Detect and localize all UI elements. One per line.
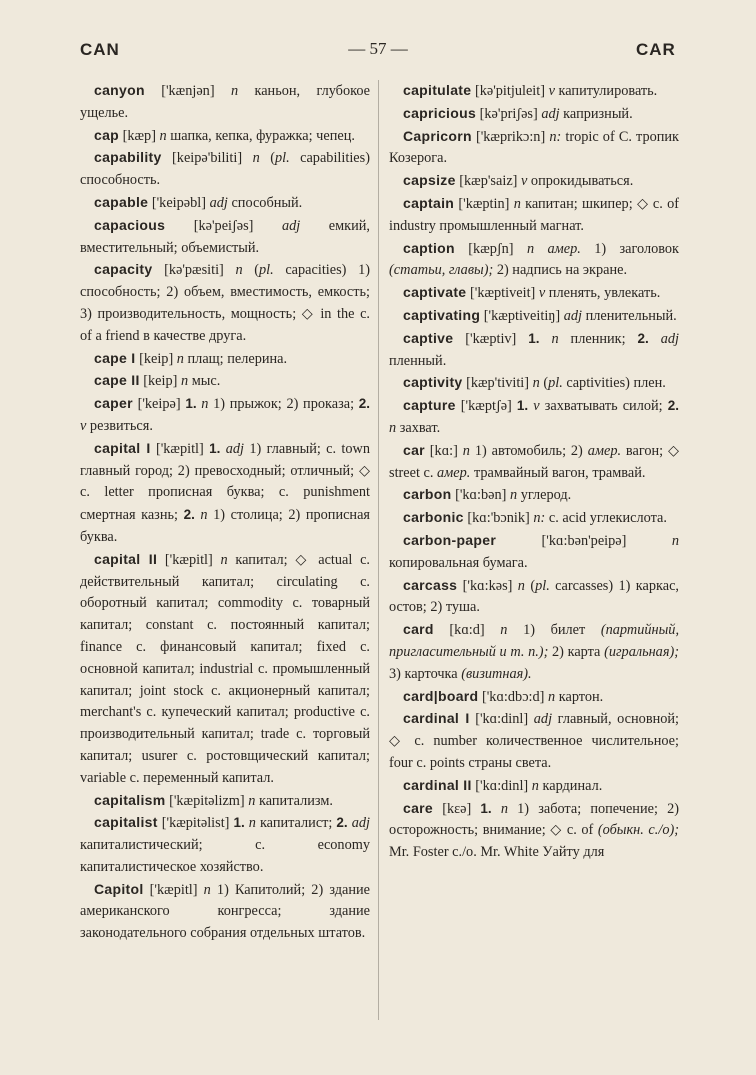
grammar-label: n (551, 330, 559, 347)
grammar-label: n (203, 881, 211, 898)
definition-text: ['kæprikɔ:n] (475, 128, 550, 145)
headword: captivate (403, 284, 467, 301)
definition-text: кардинал. (538, 777, 603, 794)
headword: capable (94, 193, 149, 210)
definition-text: [kɑ:d] (449, 622, 501, 639)
headword: captivity (403, 374, 463, 391)
grammar-label: n (235, 262, 243, 279)
definition-text (492, 801, 501, 817)
grammar-label: n (389, 419, 397, 436)
dictionary-entry (389, 440, 679, 485)
definition-text: 1) Капитолий; 2) здание американского конгресса; здание законодательного собрания отдельных штатов. (80, 881, 370, 942)
grammar-label: adj (660, 330, 679, 347)
definition-text: захватывать силой; (539, 398, 668, 415)
headword: capricious (403, 104, 477, 121)
dictionary-entry (389, 395, 679, 440)
guide-word-left: CAN (80, 40, 120, 59)
definition-text: [kɑ:] (429, 442, 463, 459)
definition-text: пленник; (558, 330, 638, 347)
sense-number: 2. (358, 396, 370, 412)
definition-text: [kɑ:'bɔnik] (467, 510, 534, 527)
dictionary-entry (389, 686, 679, 709)
definition-text: шапка, кепка, фуражка; чепец. (166, 127, 355, 144)
definition-text: каньон, глубокое ущелье. (80, 83, 370, 121)
grammar-label: n (180, 373, 189, 390)
definition-text: капитал; ◇ actual c. действительный капитал; circulating c. оборотный капитал; commodity c. товарный капитал; constant c. постоянный капитал; finance c. финансовый капитал; fixed c. основной капитал; industrial c. промышленный капитал; joint stock c. акционерный капитал; merchant's c. купеческий капитал; productive c. производительный капитал; trade c. торговый капитал; usurer c. ростовщический капитал; variable c. переменный капитал. (80, 551, 371, 786)
grammar-label: adj (209, 194, 228, 211)
dictionary-entry (80, 80, 370, 125)
definition-text: [keip] (139, 350, 177, 367)
definition-text: ( (259, 150, 275, 167)
guide-word-right: CAR (636, 40, 676, 59)
grammar-label: (игральная); (604, 643, 679, 660)
grammar-label: adj (541, 105, 560, 122)
grammar-label: n (230, 83, 239, 99)
grammar-label: v (538, 285, 546, 302)
definition-text: 3) карточка (389, 665, 462, 682)
definition-text: 1) забота; попечение; 2) осторожность; внимание; ◇ c. of (389, 800, 679, 839)
headword: capital II (94, 550, 158, 567)
definition-text: ['kɑ:bən'peipə] (541, 532, 672, 549)
definition-text: опрокидываться. (527, 173, 634, 190)
dictionary-entry (80, 192, 370, 215)
grammar-label: n (201, 396, 209, 413)
headword: capacity (94, 261, 153, 278)
dictionary-entry (80, 393, 370, 438)
definition-text: капиталист; (255, 815, 337, 832)
definition-text: емкий, вместительный; объемистый. (80, 217, 371, 256)
dictionary-entry (80, 348, 370, 371)
dictionary-entry (80, 549, 370, 790)
sense-number: 1. (528, 330, 540, 346)
headword: card (403, 621, 434, 638)
definition-text: ['kɑ:dinl] (475, 711, 534, 728)
dictionary-entry (389, 238, 679, 283)
definition-text: ['kɑ:dbɔ:d] (481, 688, 549, 705)
headword: carbonic (403, 509, 464, 526)
grammar-label: n (159, 127, 167, 144)
definition-text: захват. (396, 419, 441, 436)
grammar-label: adj (281, 217, 301, 234)
grammar-label: n (509, 487, 518, 504)
sense-number: 2. (637, 330, 649, 346)
definition-text: [kə'peiʃəs] (193, 217, 282, 234)
headword: capitulate (403, 82, 472, 98)
headword: Capricorn (403, 127, 472, 144)
headword: capture (403, 397, 456, 414)
grammar-label: n (531, 777, 539, 794)
grammar-label: adj (533, 711, 553, 728)
definition-text: капитан; шкипер; ◇ c. of industry промышленный магнат. (389, 195, 679, 234)
definition-text: [kə'priʃəs] (479, 105, 542, 122)
dictionary-entry (389, 484, 679, 507)
dictionary-entry (389, 507, 679, 530)
dictionary-entry (80, 812, 370, 878)
dictionary-entry (389, 708, 679, 774)
definition-text: [kɛə] (442, 800, 481, 817)
grammar-label: n (248, 792, 256, 809)
definition-text: ['kænjən] (161, 83, 231, 99)
dictionary-entry (389, 170, 679, 193)
grammar-label: n амер. (526, 240, 581, 257)
definition-text: капитализм. (255, 792, 333, 809)
headword: capital I (94, 439, 151, 456)
grammar-label: n (176, 350, 184, 367)
sense-number: 2. (183, 507, 195, 523)
sense-number: 1. (209, 440, 221, 456)
grammar-label: n (248, 815, 256, 832)
dictionary-entry (389, 305, 679, 328)
grammar-label: n: (533, 510, 546, 527)
dictionary-entry (389, 80, 679, 103)
grammar-label: adj (351, 815, 370, 832)
definition-text: [kə'pæsiti] (164, 262, 236, 279)
grammar-label: v (533, 398, 540, 415)
grammar-label: n (462, 442, 470, 459)
dictionary-entry (389, 372, 679, 395)
definition-text: плащ; пелерина. (183, 350, 288, 367)
definition-text: [kæp'saiz] (459, 173, 521, 190)
dictionary-entry (80, 125, 370, 148)
dictionary-entry (389, 282, 679, 305)
grammar-label: (визитная). (461, 665, 532, 682)
definition-text: ['kæpitəlizm] (169, 792, 249, 809)
grammar-label: n (548, 688, 556, 705)
definition-text: [kæp'tiviti] (466, 375, 533, 392)
definition-text: 1) билет (507, 622, 601, 639)
headword: card|board (403, 687, 479, 704)
sense-number: 1. (185, 396, 197, 412)
headword: cape I (94, 349, 136, 366)
definition-text: ['keipə] (137, 396, 186, 413)
headword: cap (94, 126, 120, 143)
grammar-label: n (252, 150, 260, 167)
definition-text: ( (539, 375, 549, 392)
definition-text (540, 331, 552, 347)
headword: cardinal II (403, 776, 472, 793)
definition-text: Mr. Foster c./o. Mr. White Уайту для (389, 844, 605, 861)
definition-text: ['kæptʃə] (460, 398, 517, 415)
definition-text: главный, основной; ◇ c. number количественное числительное; four c. points страны света. (389, 711, 680, 771)
grammar-label: adj (225, 440, 245, 457)
definition-text: капризный. (559, 105, 633, 122)
definition-text: ( (242, 262, 259, 279)
grammar-label: n (200, 507, 208, 524)
dictionary-entry (80, 259, 370, 347)
definition-text: 1) столица; 2) прописная буква. (80, 507, 371, 545)
definition-text: ['kæptin] (458, 195, 514, 212)
grammar-label: v (80, 417, 87, 434)
headword: cape II (94, 372, 140, 389)
page-number: — 57 — (348, 39, 408, 58)
grammar-label: n: (549, 128, 562, 145)
dictionary-entry (389, 530, 679, 575)
grammar-label: n (500, 800, 508, 817)
dictionary-entry (80, 438, 370, 549)
definition-text: ['kɑ:dinl] (475, 777, 532, 794)
definition-text: tropic of C. тропик Козерога. (389, 128, 679, 167)
dictionary-entry (389, 575, 679, 620)
headword: capacious (94, 216, 166, 233)
definition-text: 1) главный; c. town главный город; 2) превосходный; отличный; ◇ c. letter прописная буква; c. punishment смертная казнь; (80, 440, 371, 524)
right-column (389, 80, 679, 864)
dictionary-entry (389, 798, 679, 864)
dictionary-entry (389, 775, 679, 798)
grammar-label: v (521, 173, 528, 190)
sense-number: 1. (233, 815, 245, 831)
definition-text: [kæpʃn] (468, 240, 527, 257)
headword: capability (94, 149, 162, 166)
headword: care (403, 799, 434, 816)
definition-text: 1) заголовок (580, 240, 679, 257)
definition-text: 2) карта (548, 643, 605, 660)
sense-number: 1. (516, 398, 529, 414)
headword: captivating (403, 306, 481, 323)
definition-text: [kə'pitjuleit] (474, 83, 549, 99)
grammar-label: n (513, 195, 521, 212)
dictionary-entry (80, 790, 370, 813)
definition-text (649, 331, 661, 347)
headword: caper (94, 395, 133, 412)
definition-text: пленительный. (582, 307, 677, 324)
definition-text: способный. (227, 194, 303, 211)
headword: cardinal I (403, 710, 470, 727)
definition-text: carcasses) 1) каркас, остов; 2) туша. (389, 577, 680, 616)
definition-text: ['kɑ:kəs] (462, 577, 518, 594)
definition-text: ( (524, 577, 536, 594)
definition-text: capabilities) способность. (80, 150, 370, 189)
dictionary-entry (389, 619, 679, 685)
dictionary-entry (80, 147, 370, 192)
definition-text: углерод. (517, 487, 572, 504)
grammar-label: pl. (548, 375, 563, 392)
definition-text: [keipə'biliti] (172, 150, 253, 167)
definition-text: пленный. (389, 352, 447, 369)
grammar-label: pl. (535, 577, 550, 594)
definition-text: 1) автомобиль; 2) (469, 442, 588, 459)
definition-text: ['kɑ:bən] (455, 487, 510, 504)
definition-text: мыс. (188, 373, 221, 390)
headword: capsize (403, 172, 456, 189)
definition-text: ['kæptiveitiŋ] (483, 307, 564, 324)
grammar-label: n (517, 577, 525, 594)
definition-text: картон. (555, 688, 604, 705)
headword: Capitol (94, 880, 144, 897)
dictionary-entry (80, 215, 370, 260)
grammar-label: pl. (259, 262, 274, 279)
grammar-label: v (548, 83, 555, 99)
definition-text: c. acid углекислота. (545, 510, 667, 527)
dictionary-entry (80, 879, 370, 945)
definition-text: ['keipəbl] (151, 194, 210, 211)
grammar-label: амер. (587, 442, 622, 459)
definition-text: капиталистический; c. economy капиталистическое хозяйство. (80, 837, 370, 875)
definition-text: резвиться. (86, 417, 153, 434)
headword: capitalist (94, 814, 158, 831)
grammar-label: (статьи, главы); (389, 262, 494, 279)
headword: carbon (403, 486, 452, 503)
headword: caption (403, 239, 455, 256)
definition-text: копировальная бумага. (389, 554, 528, 571)
headword: canyon (94, 82, 145, 98)
dictionary-entry (389, 193, 679, 238)
definition-text: ['kæpitl] (149, 881, 204, 898)
definition-text: [kæp] (122, 127, 160, 144)
grammar-label: adj (563, 307, 583, 324)
definition-text: вагон; ◇ street c. (389, 442, 679, 481)
definition-text: ['kæpitl] (155, 440, 210, 457)
definition-text: капитулировать. (554, 83, 658, 99)
headword: captain (403, 194, 455, 211)
grammar-label: n (532, 375, 540, 392)
definition-text: пленять, увлекать. (545, 285, 661, 302)
headword: captive (403, 329, 454, 346)
grammar-label: (обыкн. c./o); (597, 822, 679, 839)
dictionary-entry (389, 126, 679, 171)
sense-number: 2. (667, 398, 679, 414)
definition-text: 1) прыжок; 2) проказа; (208, 396, 359, 413)
headword: capitalism (94, 791, 166, 808)
definition-text: ['kæptiveit] (469, 285, 539, 302)
grammar-label: (партийный, пригласительный и т. п.); (389, 622, 680, 660)
grammar-label: n (500, 622, 508, 639)
definition-text: [keip] (143, 373, 181, 390)
headword: carbon-paper (403, 531, 497, 548)
column-divider (378, 80, 379, 1020)
dictionary-entry (389, 103, 679, 126)
left-column (80, 80, 370, 945)
definition-text: ['kæpitl] (164, 551, 221, 568)
headword: car (403, 441, 425, 458)
sense-number: 1. (480, 800, 492, 816)
grammar-label: амер. (437, 464, 471, 481)
dictionary-entry (389, 328, 679, 373)
dictionary-entry (80, 370, 370, 393)
grammar-label: n (220, 551, 228, 568)
definition-text: ['kæpitəlist] (161, 815, 234, 832)
definition-text: трамвайный вагон, трамвай. (470, 464, 646, 481)
definition-text: capacities) 1) способность; 2) объем, вместимость, емкость; 3) производительность, мощность; ◇ in the c. of a friend в качестве друга. (80, 262, 370, 344)
definition-text: captivities) плен. (562, 375, 666, 392)
grammar-label: n (671, 532, 679, 549)
headword: carcass (403, 576, 458, 593)
sense-number: 2. (336, 815, 348, 831)
grammar-label: pl. (274, 150, 290, 167)
definition-text: 2) надпись на экране. (493, 262, 628, 279)
definition-text: ['kæptiv] (465, 330, 529, 347)
